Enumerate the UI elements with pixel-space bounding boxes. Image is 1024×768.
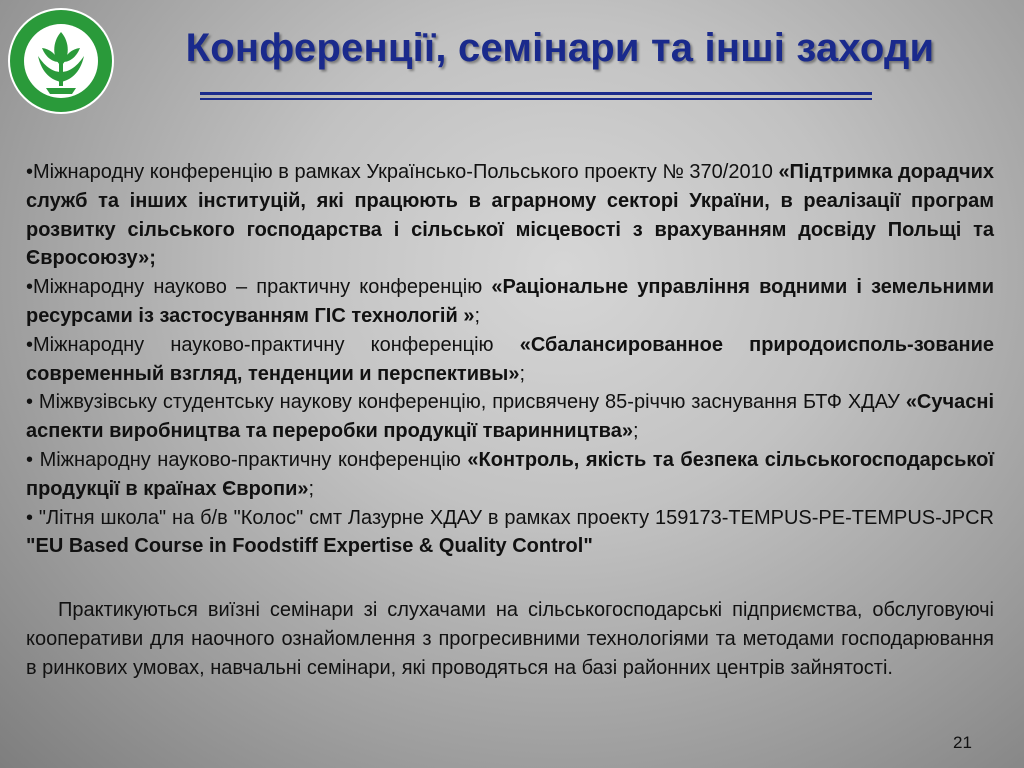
item-text: • "Літня школа" на б/в "Колос" смт Лазурне ХДАУ в рамках проекту 159173-TEMPUS-PE-TEMPUS-JPCR	[26, 506, 994, 529]
item-suffix: ;	[632, 420, 639, 443]
list-item	[26, 331, 994, 389]
list-item	[26, 273, 994, 331]
university-logo	[6, 6, 116, 116]
list-item	[26, 504, 994, 562]
item-suffix: ;	[519, 362, 526, 385]
page-number: 21	[953, 733, 972, 752]
item-title: "EU Based Course in Foodstiff Expertise & Quality Control"	[26, 535, 593, 558]
item-text: •Міжнародну науково – практичну конференцію	[26, 276, 492, 299]
item-text: •Міжнародну науково-практичну конференцію	[26, 333, 520, 356]
list-item	[26, 158, 994, 273]
list-item	[26, 388, 994, 446]
item-text: • Міжвузівську студентську наукову конференцію, присвячену 85-річчю заснування БТФ ХДАУ	[26, 391, 906, 414]
title-underline	[200, 92, 872, 95]
events-list	[26, 158, 994, 561]
item-suffix: ;	[474, 304, 481, 327]
item-title: «Раціональне управління водними і земельними ресурсами із застосуванням ГІС технологій »	[26, 276, 995, 327]
item-title: «Сучасні аспекти виробництва та переробки продукції тваринництва»	[26, 391, 994, 443]
item-title: «Контроль, якість та безпека сільськогосподарської продукції в країнах Європи»	[26, 448, 994, 500]
logo-emblem	[6, 6, 116, 116]
item-title: «Сбалансированное природоисполь-зование современный взгляд, тенденции и перспективы»	[26, 333, 994, 385]
item-text: • Міжнародну науково-практичну конференцію	[26, 448, 468, 471]
item-text: •Міжнародну конференцію в рамках Українсько-Польського проекту № 370/2010	[26, 161, 779, 183]
item-suffix: ;	[308, 477, 315, 500]
list-item	[26, 446, 994, 504]
slide-title: Конференції, семінари та інші заходи	[185, 26, 935, 70]
summary-paragraph: Практикуються виїзні семінари зі слухачами на сільськогосподарські підприємства, обслуговуючі кооперативи для наочного ознайомлення з прогресивними технологіями та методами господарювання в ринкових умовах, навчальні семінари, які проводяться на базі районних центрів зайнятості.	[26, 599, 994, 679]
item-title: «Підтримка дорадчих служб та інших інституцій, які працюють в аграрному секторі України, в реалізації програм розвитку сільського господарства і сільської місцевості з врахуванням досвіду Польщі та Євросоюзу»;	[26, 161, 994, 270]
title-underline-thin	[200, 98, 872, 100]
